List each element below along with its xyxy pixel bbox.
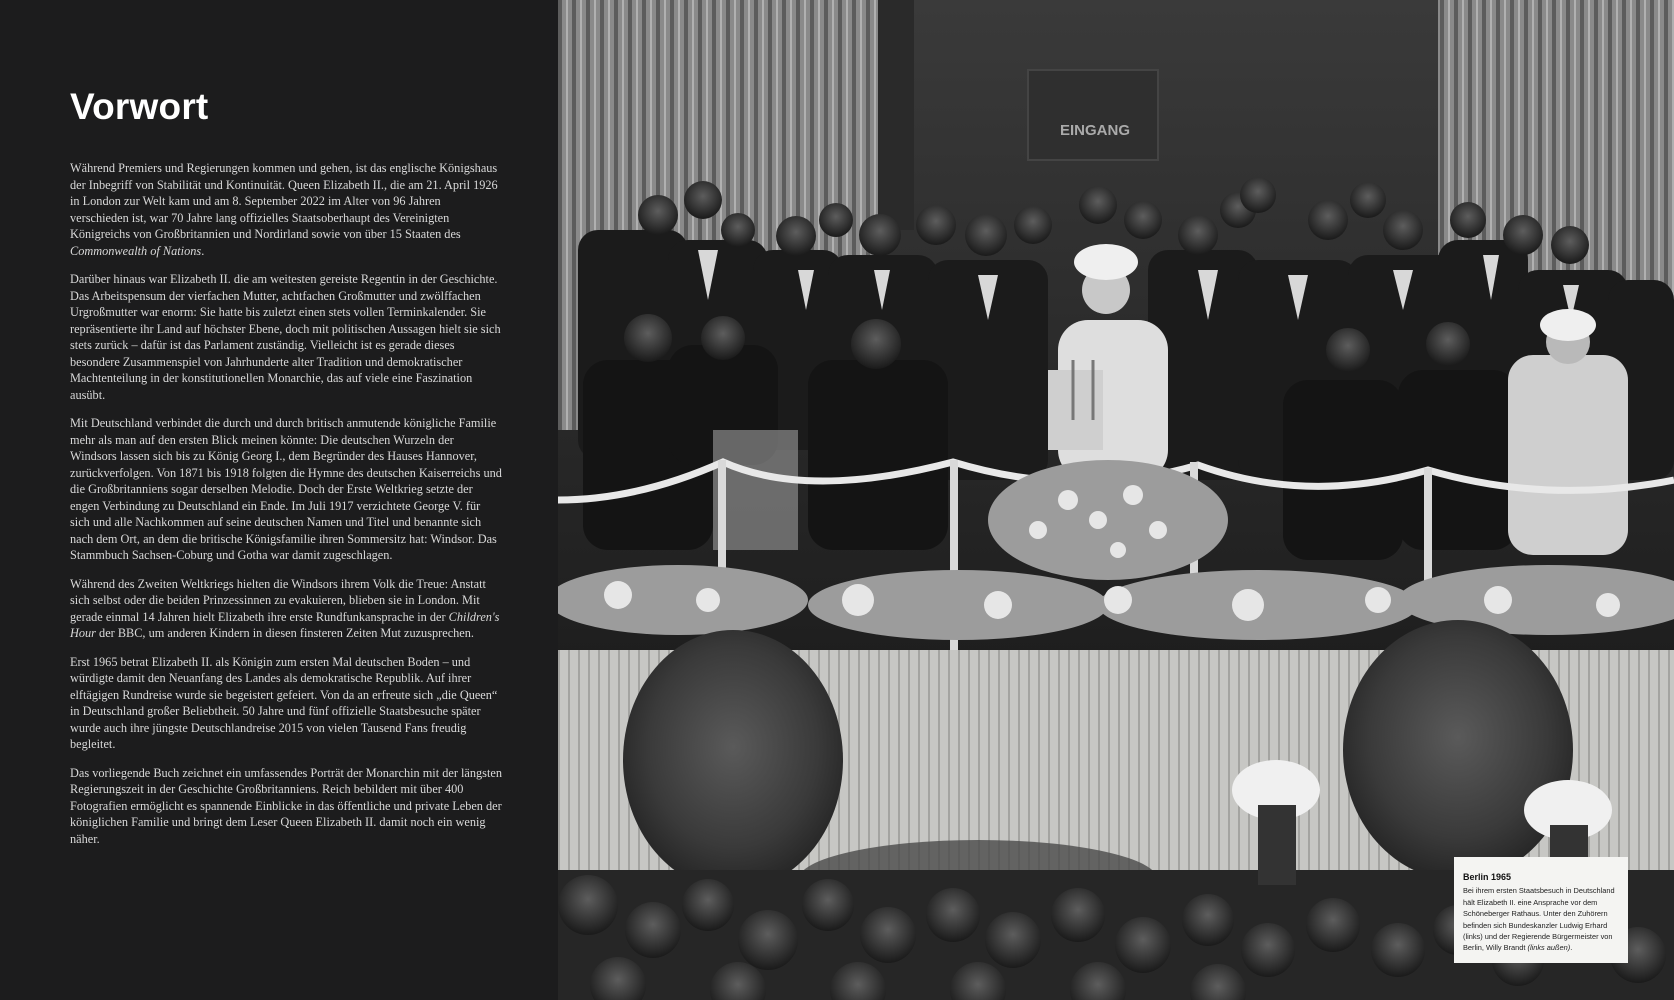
- paragraph-5: Erst 1965 betrat Elizabeth II. als Königin zum ersten Mal deutschen Boden – und würdigte damit den Neuanfang des Landes als demokratische Republik. Auf ihrer elftägigen Rundreise wurde sie begeistert gefeiert. Von da an erfreute sich „die Queen“ in Deutschland großer Beliebtheit. 50 Jahre und fünf offizielle Staatsbesuche später wurde auch ihre jüngste Deutschlandreise 2015 von vielen Tausend Fans freudig begleitet.: [70, 654, 498, 751]
- caption-title: Berlin 1965: [1463, 872, 1512, 882]
- right-page: [558, 0, 1674, 1000]
- paragraph-4: Während des Zweiten Weltkriegs hielten die Windsors ihrem Volk die Treue: Anstatt sich selbst oder die beiden Prinzessinnen zu evakuieren, blieben sie in London. Mit gerade einmal 14 Jahren hielt Elizabeth ihre erste Rundfunkansprache in der Children's Hour der BBC, um anderen Kindern in diesen finsteren Zeiten Mut zuzusprechen.: [70, 576, 500, 640]
- page-title: Vorwort: [70, 86, 209, 127]
- paragraph-2: Darüber hinaus war Elizabeth II. die am weitesten gereiste Regentin in der Geschichte. Das Arbeitspensum der vierfachen Mutter, achtfachen Großmutter und zwölffachen Urgroßmutter war enorm: Sie hatte bis zuletzt einen stets vollen Terminkalender. Sie repräsentierte ihr Land auf höchster Ebene, doch mit politischen Aussagen hielt sie sich stets zurück – dafür ist das Parlament zuständig. Vielleicht ist es gerade dieses besondere Zusammenspiel von Jahrhunderte alter Tradition und demokratischer Machtenteilung in der konstitutionellen Monarchie, das auf viele eine Faszination ausübt.: [70, 272, 501, 402]
- entrance-sign: EINGANG: [1060, 122, 1131, 139]
- berlin-1965-photo: [558, 0, 1674, 1000]
- caption-emphasis: (links außen): [1527, 943, 1571, 953]
- paragraph-1: Während Premiers und Regierungen kommen und gehen, ist das englische Königshaus der Inbegriff von Stabilität und Kontinuität. Queen Elizabeth II., die am 21. April 1926 in London zur Welt kam und am 8. September 2022 im Alter von 96 Jahren verschieden ist, war 70 Jahre lang offizielles Staatsoberhaupt des Vereinigten Königreichs von Großbritannien und Nordirland sowie von über 15 Staaten des Commonwealth of Nations.: [70, 161, 498, 258]
- paragraph-3: Mit Deutschland verbindet die durch und durch britisch anmutende königliche Familie mehr als man auf den ersten Blick meinen könnte: Die deutschen Wurzeln der Windsors lassen sich bis zu König Georg I., dem Begründer des Hauses Hannover, zurückverfolgen. Von 1871 bis 1918 folgten die Hymne des deutschen Kaiserreichs und die Großbritanniens sogar derselben Melodie. Doch der Erste Weltkrieg setzte der engen Verbindung zu Deutschland ein Ende. Im Juli 1917 verzichtete George V. für sich und alle Nachkommen auf seine deutschen Namen und Titel und benannte sich nach dem Ort, an dem die britische Königsfamilie ihren Sommersitz hat: Windsor. Das Stammbuch Sachsen-Coburg und Gotha war damit zugeschlagen.: [70, 416, 502, 562]
- caption-text: Bei ihrem ersten Staatsbesuch in Deutschland hält Elizabeth II. eine Ansprache vor dem Schöneberger Rathaus. Unter den Zuhörern befinden sich Bundeskanzler Ludwig Erhard (links) und der Regierende Bürgermeister von Berlin, Willy Brandt: [1463, 886, 1615, 953]
- left-page: [0, 0, 558, 1000]
- photo-caption: Berlin 1965 Bei ihrem ersten Staatsbesuch in Deutschland hält Elizabeth II. eine Ansprache vor dem Schöneberger Rathaus. Unter den Zuhörern befinden sich Bundeskanzler Ludwig Erhard (links) und der Regierende Bürgermeister von Berlin, Willy Brandt (links außen).: [1454, 857, 1628, 963]
- paragraph-6: Das vorliegende Buch zeichnet ein umfassendes Porträt der Monarchin mit der längsten Regierungszeit in der Geschichte Großbritanniens. Reich bebildert mit über 400 Fotografien ermöglicht es spannende Einblicke in das öffentliche und private Leben der königlichen Familie und bringt dem Leser Queen Elizabeth II. damit noch ein wenig näher.: [70, 765, 502, 846]
